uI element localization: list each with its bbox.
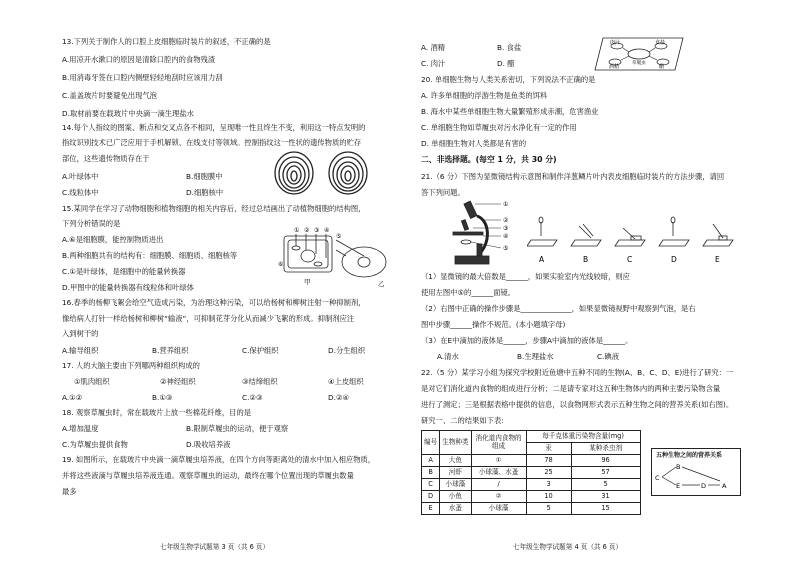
table-header-food: 消化道内食物的组成 bbox=[471, 431, 526, 455]
q16-option-c: C.保护组织 bbox=[242, 346, 279, 355]
slide-label-paramecium: 草履虫 bbox=[632, 61, 646, 66]
food-web-title: 五种生物之间的营养关系 bbox=[656, 452, 723, 459]
q14-option-b: B.细胞膜中 bbox=[186, 172, 223, 181]
food-web-node-a: A bbox=[722, 482, 727, 490]
q16-option-d: D.分生组织 bbox=[328, 346, 366, 355]
cell-num-3: ③ bbox=[314, 227, 320, 234]
table-cell: D bbox=[422, 491, 440, 503]
q15-option-d: D.甲图中的能量转换器有线粒体和叶绿体 bbox=[62, 283, 194, 292]
q18-option-b: B.限制草履虫的运动，便于观察 bbox=[186, 424, 289, 433]
q21-part2-line2: 图中步骤______操作不规范。(本小题填字母) bbox=[421, 320, 566, 329]
cell-num-4: ④ bbox=[324, 227, 330, 234]
q18-option-d: D.吸收培养液 bbox=[186, 440, 231, 449]
cell-diagram bbox=[278, 226, 390, 288]
q21-part1-line2: 使用左图中⑤的______面镜。 bbox=[421, 288, 516, 297]
table-cell: 96 bbox=[571, 455, 640, 467]
table-cell: 15 bbox=[571, 503, 640, 515]
table-cell: 河虾 bbox=[440, 467, 471, 479]
q16-stem-3: 入到树干的 bbox=[62, 329, 99, 338]
q21-part3-option-c: C.碘液 bbox=[597, 352, 620, 361]
q15-option-a: A.⑥是细胞膜，能控制物质进出 bbox=[62, 235, 164, 244]
q22-stem-3: 进行了测定；三是根据表格中提供的信息，以食物网形式表示五种生物之间的营养关系(如右图)。 bbox=[421, 400, 734, 409]
fingerprint-image bbox=[270, 150, 374, 196]
microscope-num-1: ① bbox=[503, 201, 509, 208]
step-label-d: D bbox=[671, 255, 677, 264]
slide-label-salt: 食盐 bbox=[655, 40, 666, 46]
table-row bbox=[422, 479, 641, 491]
q17-option-d: D.②④ bbox=[328, 393, 350, 402]
table-cell: 5 bbox=[571, 479, 640, 491]
table-cell: A bbox=[422, 455, 440, 467]
cell-label-jia: 甲 bbox=[304, 278, 311, 286]
q16-option-a: A.输导组织 bbox=[62, 346, 99, 355]
cell-num-6: ⑥ bbox=[278, 261, 284, 268]
step-label-c: C bbox=[627, 255, 633, 264]
paramecium-slide-diagram bbox=[593, 36, 685, 72]
q13-option-b: B.用消毒牙签在口腔内侧壁轻轻地刮时应该用力刮 bbox=[62, 73, 223, 82]
page-footer-right: 七年级生物学试题第 4 页（共 6 页） bbox=[513, 543, 623, 552]
q22-stem-4: 研究一、二的结果如下表: bbox=[421, 416, 504, 425]
table-cell: ② bbox=[471, 491, 526, 503]
food-web-node-e: E bbox=[676, 482, 681, 490]
table-cell: B bbox=[422, 467, 440, 479]
q17-option-c: C.②③ bbox=[242, 393, 263, 402]
table-cell: E bbox=[422, 503, 440, 515]
table-cell: 57 bbox=[571, 467, 640, 479]
q14-stem-1: 14.每个人指纹的图案、断点和交叉点各不相同，呈现唯一性且终生不变，利用这一特点发明的 bbox=[62, 123, 366, 132]
q20-option-a: A. 许多单细胞的浮游生物是鱼类的饵料 bbox=[421, 91, 548, 100]
q18-option-c: C.为草履虫提供食物 bbox=[62, 440, 128, 449]
q17-item-2: ②神经组织 bbox=[160, 377, 196, 386]
right-page bbox=[397, 0, 794, 561]
table-cell: 78 bbox=[526, 455, 571, 467]
q21-part1-line1: （1）显微镜的最大倍数是______，如果实验室内光线较暗，则应 bbox=[421, 272, 630, 281]
table-cell: 3 bbox=[526, 479, 571, 491]
cell-num-1: ① bbox=[294, 227, 300, 234]
table-cell: 水蚤 bbox=[440, 503, 471, 515]
microscope-num-2: ② bbox=[503, 217, 509, 224]
table-cell: 25 bbox=[526, 467, 571, 479]
table-cell: 10 bbox=[526, 491, 571, 503]
table-subheader-pesticide: 某种杀虫剂 bbox=[571, 443, 640, 455]
microscope-diagram bbox=[437, 200, 517, 268]
table-row bbox=[422, 503, 641, 515]
slide-label-alcohol: 酒精 bbox=[609, 64, 620, 70]
q22-stem-1: 22.（5 分）某学习小组为探究学校附近鱼塘中五种不同的生物(A、B、C、D、E)进行了研究：一 bbox=[421, 368, 734, 377]
q14-stem-3: 部位，这些遗传物质存在于 bbox=[62, 154, 150, 163]
q21-part3-option-a: A.清水 bbox=[437, 352, 459, 361]
food-web-node-c: C bbox=[655, 474, 660, 482]
q18-option-a: A.增加温度 bbox=[62, 424, 99, 433]
q14-stem-2: 指纹识别技术已广泛应用于手机解锁、在线支付等领域。控制指纹这一性状的遗传物质的贮存 bbox=[62, 138, 362, 147]
q19-option-b: B. 食盐 bbox=[497, 43, 522, 52]
q20-option-b: B. 海水中某些单细胞生物大量繁殖形成赤潮，危害渔业 bbox=[421, 107, 599, 116]
q22-stem-2: 是对它们消化道内食物的组成进行分析；二是请专家对这五种生物体内的两种主要污染物含量 bbox=[421, 384, 721, 393]
table-header-pollutant: 每千克体重污染物含量(mg) bbox=[526, 431, 640, 443]
section-2-heading: 二、非选择题。(每空 1 分，共 30 分) bbox=[421, 155, 557, 164]
table-cell: / bbox=[471, 479, 526, 491]
table-cell: 小球藻 bbox=[440, 479, 471, 491]
pollutant-table bbox=[421, 430, 641, 515]
step-label-e: E bbox=[715, 255, 720, 264]
table-cell: C bbox=[422, 479, 440, 491]
table-cell: 小球藻 bbox=[471, 503, 526, 515]
table-header-species: 生物种类 bbox=[440, 431, 471, 455]
slide-label-meat-juice: 肉汁 bbox=[610, 40, 621, 46]
q13-option-d: D.取材前要在载玻片中央滴一滴生理盐水 bbox=[62, 109, 194, 118]
q13-option-c: C.盖盖玻片时要避免出现气泡 bbox=[62, 91, 157, 100]
q14-option-a: A.叶绿体中 bbox=[62, 172, 99, 181]
q21-stem-1: 21.（6 分）下图为显微镜结构示意图和制作洋葱鳞片叶内表皮细胞临时装片的方法步骤，请回 bbox=[421, 172, 725, 181]
page-footer-left: 七年级生物学试题第 3 页（共 6 页） bbox=[160, 543, 270, 552]
food-web-diagram bbox=[652, 461, 740, 493]
table-cell: ① bbox=[471, 455, 526, 467]
q19-option-d: D. 醋 bbox=[497, 59, 515, 68]
microscope-num-5: ⑤ bbox=[503, 245, 509, 252]
q17-item-3: ③结缔组织 bbox=[242, 377, 278, 386]
microscope-num-3: ③ bbox=[503, 225, 509, 232]
food-web-box bbox=[651, 448, 741, 496]
table-cell: 31 bbox=[571, 491, 640, 503]
q15-stem-2: 下列分析错误的是 bbox=[62, 219, 121, 228]
table-cell: 大鱼 bbox=[440, 455, 471, 467]
q15-option-c: C.①是叶绿体，是细胞中的能量转换器 bbox=[62, 267, 186, 276]
table-cell: 小鱼 bbox=[440, 491, 471, 503]
q20-option-d: D. 单细胞生物对人类都是有害的 bbox=[421, 139, 527, 148]
q18-stem: 18. 观察草履虫时，常在载玻片上放一些棉花纤维，目的是 bbox=[62, 408, 252, 417]
q19-option-c: C. 肉汁 bbox=[421, 59, 446, 68]
q21-part3-line1: （3）在E中滴加的液体是______，步骤A中滴加的液体是______。 bbox=[421, 336, 633, 345]
cell-label-yi: 乙 bbox=[378, 280, 385, 288]
q21-part3-option-b: B.生理盐水 bbox=[517, 352, 554, 361]
q15-stem-1: 15.某同学在学习了动物细胞和植物细胞的相关内容后，经过总结画出了动植物细胞的结构图， bbox=[62, 204, 366, 213]
table-cell: 小球藻、水蚤 bbox=[471, 467, 526, 479]
q19-stem-1: 19. 如图所示，在载玻片中央滴一滴草履虫培养液，在四个方向等距离处的清水中加入相应物质， bbox=[62, 455, 376, 464]
q13-option-a: A.用凉开水漱口的原因是清除口腔内的食物残渣 bbox=[62, 55, 216, 64]
microscope-num-4: ④ bbox=[503, 233, 509, 240]
q17-option-a: A.①② bbox=[62, 393, 83, 402]
step-label-b: B bbox=[583, 255, 589, 264]
cell-num-2: ② bbox=[304, 227, 310, 234]
q21-stem-2: 答下列问题。 bbox=[421, 188, 465, 197]
table-header-id: 编号 bbox=[422, 431, 440, 455]
table-subheader-mercury: 汞 bbox=[526, 443, 571, 455]
food-web-node-b: B bbox=[676, 463, 681, 471]
q16-stem-2: 像给病人打针一样给杨树和柳树“输液”，可抑制花芽分化从而减少飞絮的形成。抑制剂应注 bbox=[62, 314, 355, 323]
food-web-node-d: D bbox=[701, 482, 707, 490]
table-row bbox=[422, 491, 641, 503]
q19-stem-3: 最多 bbox=[62, 487, 77, 496]
q17-option-b: B.①③ bbox=[152, 393, 173, 402]
table-cell: 5 bbox=[526, 503, 571, 515]
q19-option-a: A. 酒精 bbox=[421, 43, 446, 52]
slide-label-vinegar: 醋 bbox=[659, 64, 665, 70]
q14-option-d: D.细胞核中 bbox=[186, 188, 224, 197]
table-row bbox=[422, 455, 641, 467]
q20-option-c: C. 单细胞生物如草履虫对污水净化有一定的作用 bbox=[421, 123, 577, 132]
q14-option-c: C.线粒体中 bbox=[62, 188, 99, 197]
q21-part2-line1: （2）右图中正确的操作步骤是______________，如果显微镜视野中观察到气泡，是右 bbox=[421, 304, 696, 313]
q16-stem-1: 16.春季的杨柳飞絮会给空气造成污染，为治理这种污染，可以给杨树和柳树注射一种抑制剂， bbox=[62, 298, 366, 307]
q19-stem-2: 并将这些液滴与草履虫培养液连通。观察草履虫的运动，最终在哪个位置出现的草履虫数量 bbox=[62, 471, 354, 480]
q17-item-4: ④上皮组织 bbox=[328, 377, 364, 386]
slide-steps-diagram bbox=[527, 212, 747, 264]
cell-num-5: ⑤ bbox=[336, 233, 342, 240]
step-label-a: A bbox=[539, 255, 545, 264]
table-row bbox=[422, 467, 641, 479]
q20-stem: 20. 单细胞生物与人类关系密切，下列说法不正确的是 bbox=[421, 75, 596, 84]
q16-option-b: B.营养组织 bbox=[152, 346, 189, 355]
q13-stem: 13.下列关于制作人的口腔上皮细胞临时装片的叙述，不正确的是 bbox=[62, 37, 271, 46]
q15-option-b: B.两种细胞共有的结构有：细胞膜、细胞质、细胞核等 bbox=[62, 251, 238, 260]
q17-stem: 17. 人的大脑主要由下列哪两种组织构成的 bbox=[62, 361, 200, 370]
q17-item-1: ①肌肉组织 bbox=[74, 377, 110, 386]
